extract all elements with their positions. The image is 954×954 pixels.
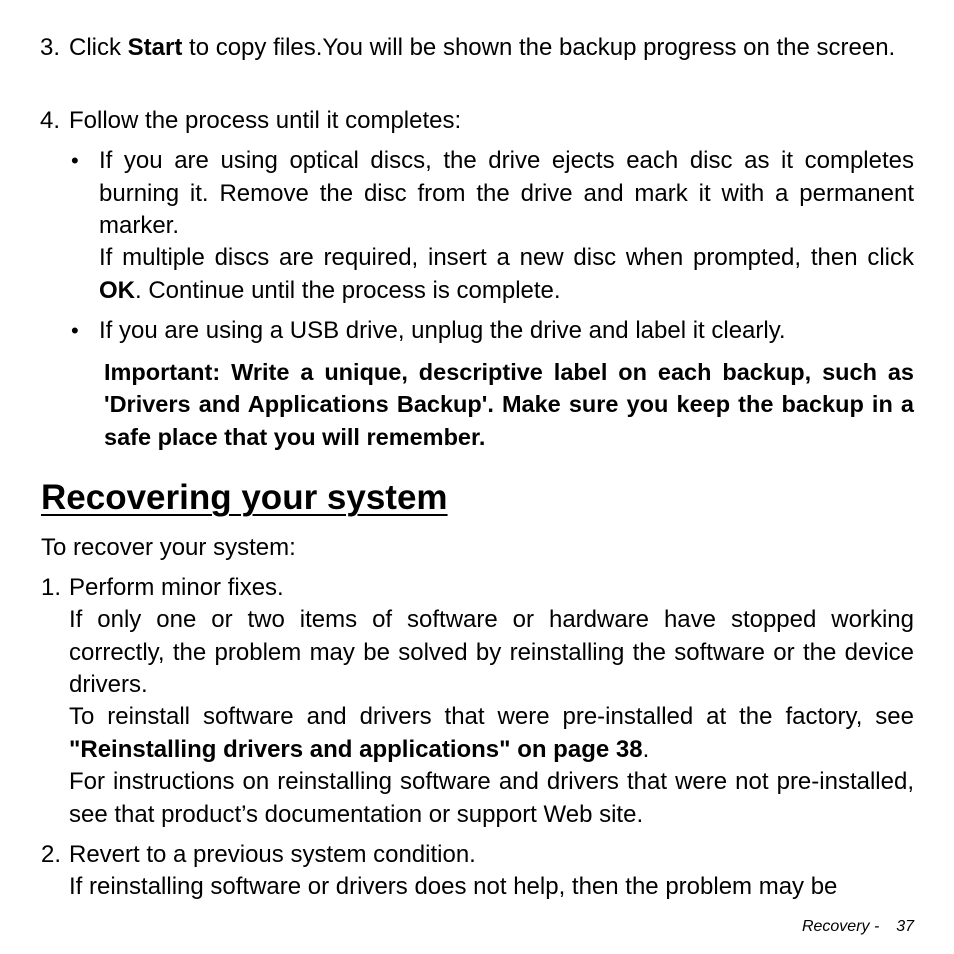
step-3-tail: to copy files.You will be shown the backup progress on the screen.: [182, 34, 896, 61]
bullet-2-text: If you are using a USB drive, unplug the drive and label it clearly.: [99, 317, 786, 344]
bullet-1-text: If you are using optical discs, the drive ejects each disc as it completes burning it. Remove the disc from the drive and mark it with a permanent marker.: [99, 147, 914, 239]
ok-label: OK: [99, 276, 135, 304]
intro-text: To recover your system:: [41, 534, 296, 561]
bullet-2-marker: •: [71, 318, 79, 343]
section-heading: Recovering your system: [41, 478, 448, 517]
bullet-1-continuation-tail: . Continue until the process is complete.: [135, 276, 561, 304]
page-footer: [802, 916, 914, 938]
recover-step-2-number: 2.: [41, 841, 62, 868]
bullet-1-continuation-lead: If multiple discs are required, insert a new disc when prompted, then click: [99, 244, 914, 271]
recover-step-1-para-1: If only one or two items of software or hardware have stopped working correctly, the problem may be solved by reinstalling the software or the device drivers.: [69, 606, 914, 698]
bullet-1-marker: •: [71, 148, 79, 173]
recover-step-1-number: 1.: [41, 574, 62, 601]
step-3-text: [69, 32, 914, 65]
step-4-number: 4.: [40, 107, 61, 134]
bullet-1-continuation: [99, 242, 914, 307]
recover-step-1-para-2-tail: .: [642, 735, 650, 763]
page-number: 37: [896, 918, 914, 935]
cross-reference-link[interactable]: "Reinstalling drivers and applications" on page 38: [69, 735, 643, 763]
start-label: Start: [127, 34, 183, 61]
step-3-lead: Click: [69, 34, 128, 61]
recover-step-1-para-3: For instructions on reinstalling software and drivers that were not pre-installed, see that product’s documentation or support Web site.: [69, 768, 914, 828]
important-note: Important: Write a unique, descriptive label on each backup, such as 'Drivers and Applications Backup'. Make sure you keep the backup in a safe place that you will remember.: [104, 359, 914, 450]
step-4-text: Follow the process until it completes:: [69, 107, 462, 134]
recover-step-2-title: Revert to a previous system condition.: [69, 841, 476, 868]
footer-section: Recovery -: [801, 918, 880, 935]
recover-step-1-para-2: [69, 701, 914, 766]
recover-step-1-title: Perform minor fixes.: [69, 574, 284, 601]
recover-step-2-para-1: If reinstalling software or drivers does not help, then the problem may be: [69, 873, 838, 900]
recover-step-1-para-2-lead: To reinstall software and drivers that were pre-installed at the factory, see: [69, 703, 914, 730]
step-3-number: 3.: [40, 34, 61, 61]
